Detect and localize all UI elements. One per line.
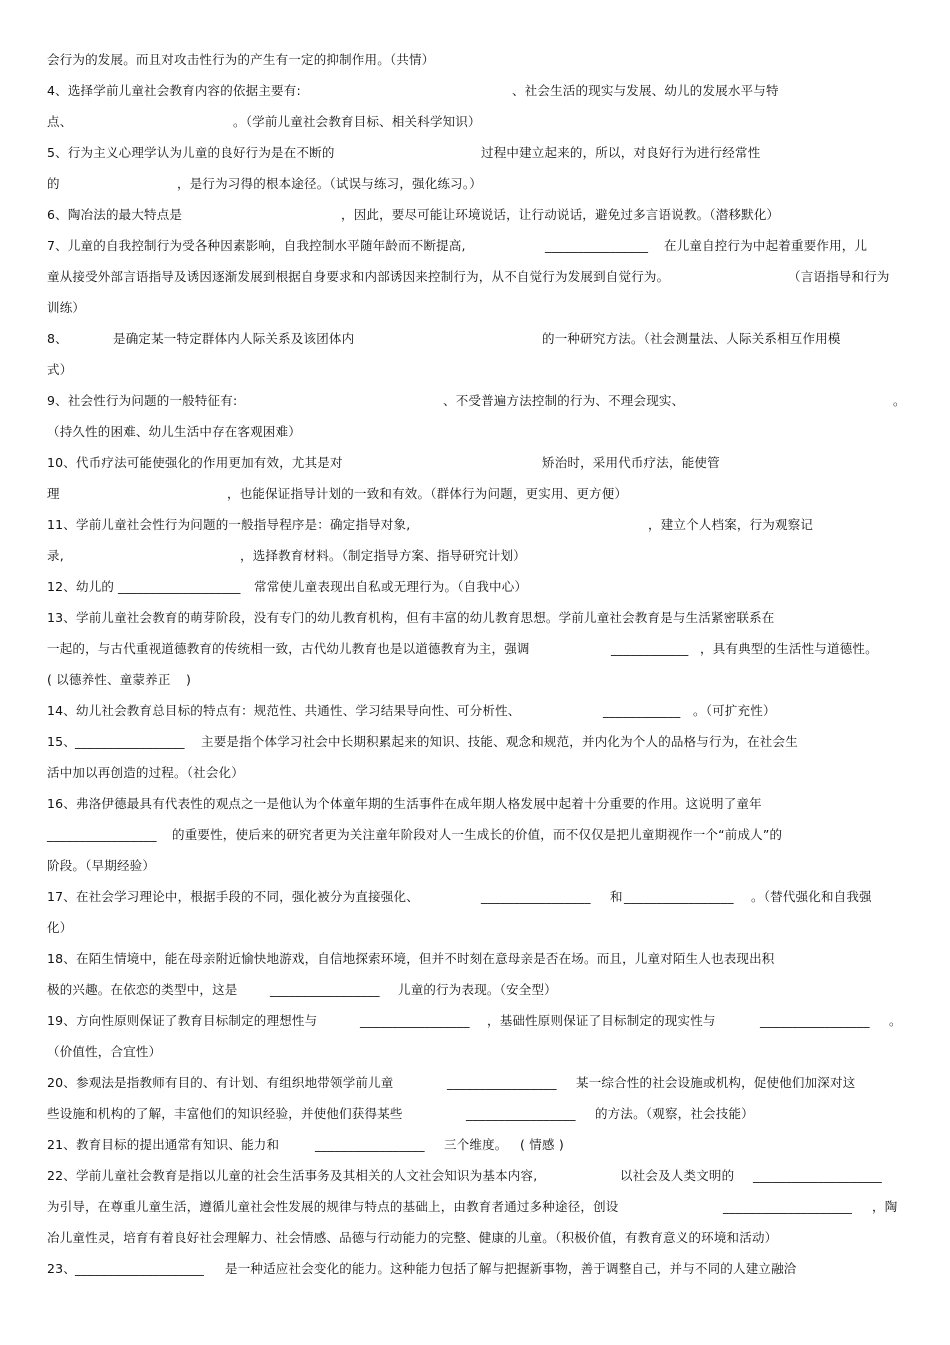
text-segment: 训练） — [47, 300, 86, 315]
text-segment: 理 — [47, 486, 60, 501]
text-line — [0, 1104, 950, 1126]
text-segment: 矫治时，采用代币疗法，能使管 — [542, 455, 720, 470]
text-line — [0, 112, 950, 134]
text-segment: 阶段。（早期经验） — [47, 858, 156, 873]
text-segment: 的重要性，使后来的研究者更为关注童年阶段对人一生成长的价值，而不仅仅是把儿童期视作一个“前成人”的 — [172, 827, 783, 842]
text-line — [0, 949, 950, 971]
fill-blank: ____________________ — [753, 1168, 882, 1183]
fill-blank: ___________________ — [118, 579, 241, 594]
text-segment: ，也能保证指导计划的一致和有效。（群体行为问题，更实用、更方便） — [227, 486, 628, 501]
text-segment: 式） — [47, 362, 73, 377]
text-line — [0, 1166, 950, 1188]
text-segment: 录, — [47, 548, 64, 563]
text-line — [0, 360, 950, 382]
text-segment: ，基础性原则保证了目标制定的现实性与 — [487, 1013, 716, 1028]
fill-blank: ____________ — [603, 703, 681, 718]
text-line — [0, 856, 950, 878]
text-segment: 14、幼儿社会教育总目标的特点有：规范性、共通性、学习结果导向性、可分析性、 — [47, 703, 521, 718]
text-segment: 是确定某一特定群体内人际关系及该团体内 — [113, 331, 355, 346]
text-segment: 些设施和机构的了解，丰富他们的知识经验，并使他们获得某些 — [47, 1106, 403, 1121]
fill-blank: _________________ — [466, 1106, 576, 1121]
text-segment: ，陶 — [872, 1199, 898, 1214]
text-segment: 点、 — [47, 114, 73, 129]
text-segment: 8、 — [47, 331, 68, 346]
text-line — [0, 918, 950, 940]
text-segment: （持久性的困难、幼儿生活中存在客观困难） — [47, 424, 302, 439]
text-line — [0, 1259, 950, 1281]
text-segment: 过程中建立起来的，所以，对良好行为进行经常性 — [481, 145, 761, 160]
text-segment: 7、儿童的自我控制行为受各种因素影响，自我控制水平随年龄而不断提高, — [47, 238, 466, 253]
text-segment: 22、学前儿童社会教育是指以儿童的社会生活事务及其相关的人文社会知识为基本内容, — [47, 1168, 538, 1183]
text-line — [0, 484, 950, 506]
text-line — [0, 1011, 950, 1033]
text-segment: 一起的，与古代重视道德教育的传统相一致，古代幼儿教育也是以道德教育为主，强调 — [47, 641, 530, 656]
text-line — [0, 825, 950, 847]
text-segment: 化） — [47, 920, 73, 935]
text-line — [0, 205, 950, 227]
text-segment: 极的兴趣。在依恋的类型中，这是 — [47, 982, 238, 997]
text-segment: 5、行为主义心理学认为儿童的良好行为是在不断的 — [47, 145, 335, 160]
text-line — [0, 174, 950, 196]
text-line — [0, 546, 950, 568]
text-line — [0, 391, 950, 413]
text-segment: 和 — [610, 889, 623, 904]
text-segment: 活中加以再创造的过程。（社会化） — [47, 765, 244, 780]
text-segment: 的一种研究方法。（社会测量法、人际关系相互作用模 — [542, 331, 841, 346]
fill-blank: _________________ — [47, 827, 157, 842]
text-segment: 9、社会性行为问题的一般特征有: — [47, 393, 238, 408]
fill-blank: _________________ — [624, 889, 734, 904]
fill-blank: _________________ — [270, 982, 380, 997]
text-segment: 4、选择学前儿童社会教育内容的依据主要有: — [47, 83, 301, 98]
text-line — [0, 267, 950, 289]
text-line — [0, 1042, 950, 1064]
text-line — [0, 639, 950, 661]
text-segment: 主要是指个体学习社会中长期积累起来的知识、技能、观念和规范，并内化为个人的品格与行为，在社会生 — [201, 734, 798, 749]
fill-blank: _________________ — [75, 734, 185, 749]
text-segment: 10、代币疗法可能使强化的作用更加有效，尤其是对 — [47, 455, 343, 470]
text-segment: 13、学前儿童社会教育的萌芽阶段，没有专门的幼儿教育机构，但有丰富的幼儿教育思想。学前儿童社会教育是与生活紧密联系在 — [47, 610, 775, 625]
text-segment: ，建立个人档案，行为观察记 — [648, 517, 814, 532]
text-segment: ) — [186, 672, 192, 687]
text-line — [0, 515, 950, 537]
text-segment: 。（学前儿童社会教育目标、相关科学知识） — [233, 114, 481, 129]
text-segment: 某一综合性的社会设施或机构，促使他们加深对这 — [576, 1075, 856, 1090]
text-segment: ，具有典型的生活性与道德性。 — [700, 641, 878, 656]
text-segment: 19、方向性原则保证了教育目标制定的理想性与 — [47, 1013, 318, 1028]
text-line — [0, 329, 950, 351]
text-line — [0, 1135, 950, 1157]
text-segment: 儿童的行为表现。（安全型） — [398, 982, 557, 997]
fill-blank: _________________ — [315, 1137, 425, 1152]
text-line — [0, 670, 950, 692]
text-line — [0, 298, 950, 320]
text-segment: （价值性，合宜性） — [47, 1044, 162, 1059]
text-segment: 17、在社会学习理论中，根据手段的不同，强化被分为直接强化、 — [47, 889, 419, 904]
text-segment: 21、教育目标的提出通常有知识、能力和 — [47, 1137, 280, 1152]
fill-blank: _________________ — [360, 1013, 470, 1028]
text-segment: 会行为的发展。而且对攻击性行为的产生有一定的抑制作用。（共情） — [47, 52, 435, 67]
text-segment: 23、 — [47, 1261, 77, 1276]
text-segment: ，因此，要尽可能让环境说话，让行动说话，避免过多言语说教。（潜移默化） — [341, 207, 780, 222]
fill-blank: ____________________ — [75, 1261, 204, 1276]
text-segment: 。（可扩充性） — [693, 703, 776, 718]
text-line — [0, 50, 950, 72]
text-segment: 冶儿童性灵，培育有着良好社会理解力、社会情感、品德与行动能力的完整、健康的儿童。（积极价值，有教育意义的环境和活动） — [47, 1230, 778, 1245]
text-segment: 在儿童自控行为中起着重要作用，儿 — [664, 238, 868, 253]
text-line — [0, 81, 950, 103]
text-segment: 6、陶冶法的最大特点是 — [47, 207, 183, 222]
text-segment: 以社会及人类文明的 — [620, 1168, 735, 1183]
fill-blank: _________________ — [760, 1013, 870, 1028]
text-line — [0, 608, 950, 630]
text-segment: （言语指导和行为 — [788, 269, 890, 284]
text-segment: 是一种适应社会变化的能力。这种能力包括了解与把握新事物，善于调整自己，并与不同的人建立融洽 — [225, 1261, 797, 1276]
text-segment: 为引导，在尊重儿童生活，遵循儿童社会性发展的规律与特点的基础上，由教育者通过多种途径，创设 — [47, 1199, 619, 1214]
fill-blank: _________________ — [481, 889, 591, 904]
text-line — [0, 236, 950, 258]
text-line — [0, 577, 950, 599]
text-segment: ( 情感 ) — [520, 1137, 564, 1152]
text-line — [0, 794, 950, 816]
text-segment: 16、弗洛伊德最具有代表性的观点之一是他认为个体童年期的生活事件在成年期人格发展中起着十分重要的作用。这说明了童年 — [47, 796, 762, 811]
text-segment: 12、幼儿的 — [47, 579, 115, 594]
fill-blank: _________________ — [447, 1075, 557, 1090]
text-segment: 15、 — [47, 734, 77, 749]
text-line — [0, 1197, 950, 1219]
text-line — [0, 422, 950, 444]
text-segment: 。 — [893, 393, 906, 408]
fill-blank: ____________________ — [723, 1199, 852, 1214]
text-line — [0, 143, 950, 165]
text-segment: 11、学前儿童社会性行为问题的一般指导程序是：确定指导对象, — [47, 517, 411, 532]
text-segment: 童从接受外部言语指导及诱因逐渐发展到根据自身要求和内部诱因来控制行为，从不自觉行为发展到自觉行为。 — [47, 269, 670, 284]
text-segment: ( 以德养性、童蒙养正 — [47, 672, 171, 687]
text-segment: ，选择教育材料。（制定指导方案、指导研究计划） — [240, 548, 526, 563]
text-line — [0, 980, 950, 1002]
text-line — [0, 887, 950, 909]
text-line — [0, 453, 950, 475]
text-segment: 的 — [47, 176, 60, 191]
text-segment: 、不受普遍方法控制的行为、不理会现实、 — [443, 393, 685, 408]
text-segment: ，是行为习得的根本途径。（试误与练习，强化练习。） — [177, 176, 483, 191]
text-segment: 20、参观法是指教师有目的、有计划、有组织地带领学前儿童 — [47, 1075, 394, 1090]
text-segment: 。 — [889, 1013, 902, 1028]
text-segment: 、社会生活的现实与发展、幼儿的发展水平与特 — [512, 83, 779, 98]
text-line — [0, 763, 950, 785]
text-line — [0, 701, 950, 723]
text-segment: 常常使儿童表现出自私或无理行为。（自我中心） — [254, 579, 528, 594]
text-segment: 18、在陌生情境中，能在母亲附近愉快地游戏，自信地探索环境，但并不时刻在意母亲是否在场。而且，儿童对陌生人也表现出积 — [47, 951, 775, 966]
text-segment: 三个维度。 — [444, 1137, 508, 1152]
text-line — [0, 1228, 950, 1250]
fill-blank: ____________ — [611, 641, 689, 656]
fill-blank: ________________ — [545, 238, 649, 253]
text-line — [0, 1073, 950, 1095]
text-segment: 的方法。（观察，社会技能） — [595, 1106, 754, 1121]
text-segment: 。（替代强化和自我强 — [751, 889, 872, 904]
text-line — [0, 732, 950, 754]
